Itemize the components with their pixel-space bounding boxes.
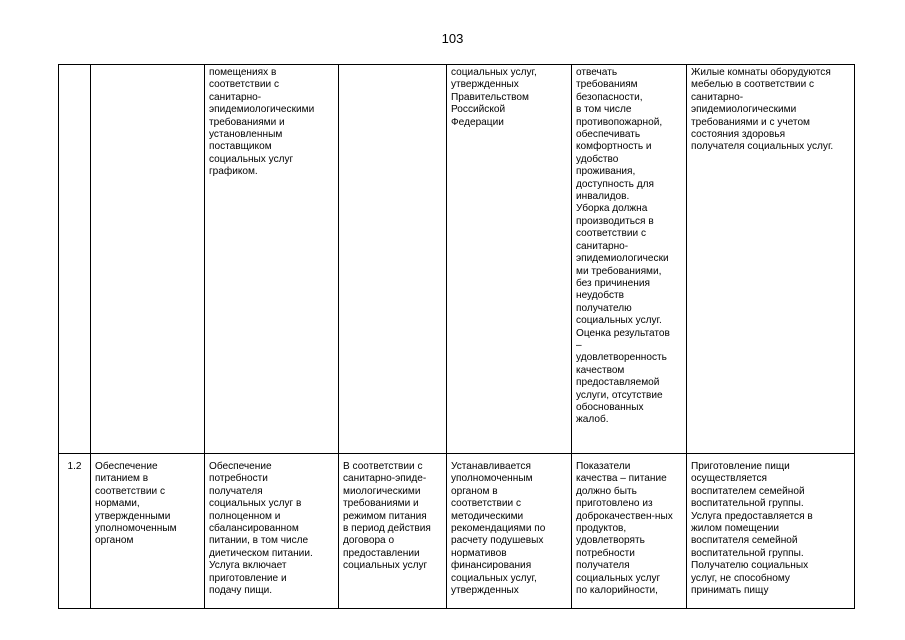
cell-number: 1.2 (59, 454, 91, 609)
cell-norms: Устанавливается уполномоченным органом в соответствии с методическими рекомендациями по расчету подушевых нормативов финансирования социальных услуг, утвержденных (447, 454, 572, 609)
cell-quality-indicators: Показатели качества – питание должно быть приготовлено из доброкачествен-ных продуктов, удовлетворять потребности получателя социальных услуг по калорийности, (572, 454, 687, 609)
cell-conditions: Жилые комнаты оборудуются мебелью в соответствии с санитарно- эпидемиологическими требованиями и с учетом состояния здоровья получателя социальных услуг. (687, 65, 855, 454)
cell-service-name: Обеспечение питанием в соответствии с нормами, утвержденными уполномоченным органом (91, 454, 205, 609)
cell-service-name (91, 65, 205, 454)
cell-number (59, 65, 91, 454)
cell-quality-indicators: отвечать требованиям безопасности, в том числе противопожарной, обеспечивать комфортность и удобство проживания, доступность для инвалидов. Уборка должна производиться в соответствии с санитарно- эпидемиологически ми требованиями, без причинения неудобств получателю социальных услуг. Оценка результатов – удовлетворенность качеством предоставляемой услуги, отсутствие обоснованных жалоб. (572, 65, 687, 454)
cell-terms: В соответствии с санитарно-эпиде- миологическими требованиями и режимом питания в период действия договора о предоставлении социальных услуг (339, 454, 447, 609)
cell-service-description: Обеспечение потребности получателя социальных услуг в полноценном и сбалансированном питании, в том числе диетическом питании. Услуга включает приготовление и подачу пищи. (205, 454, 339, 609)
table-row (59, 454, 855, 609)
cell-conditions: Приготовление пищи осуществляется воспитателем семейной воспитательной группы. Услуга предоставляется в жилом помещении воспитателя семейной воспитательной группы. Получателю социальных услуг, не способному принимать пищу (687, 454, 855, 609)
cell-terms (339, 65, 447, 454)
services-table (58, 64, 855, 609)
table-row (59, 65, 855, 454)
page-number: 103 (441, 31, 464, 46)
cell-service-description: помещениях в соответствии с санитарно- эпидемиологическими требованиями и установленным поставщиком социальных услуг графиком. (205, 65, 339, 454)
cell-norms: социальных услуг, утвержденных Правительством Российской Федерации (447, 65, 572, 454)
